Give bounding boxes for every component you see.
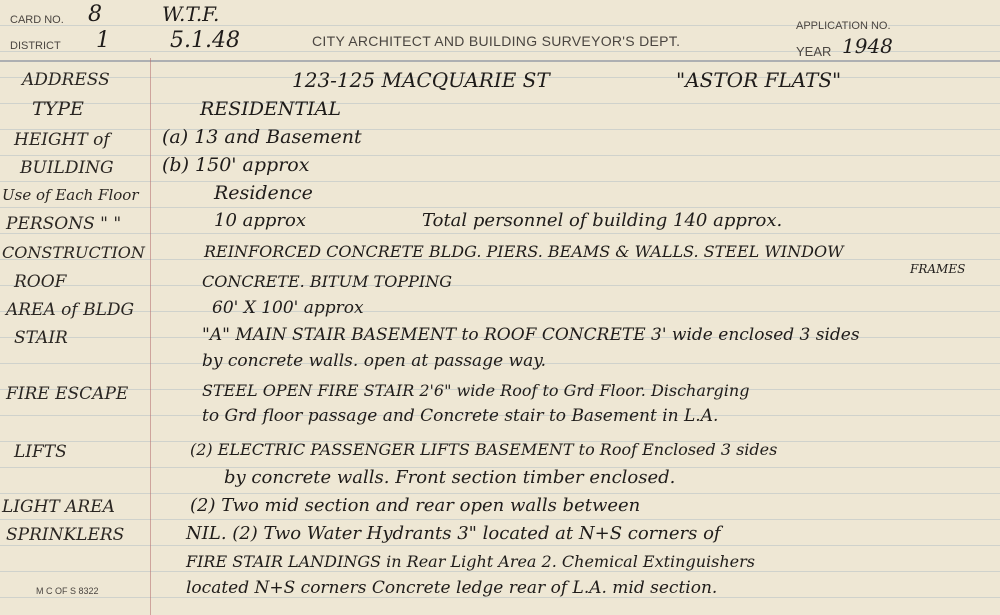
light-area-value: (2) Two mid section and rear open walls between bbox=[190, 495, 641, 516]
type-label: TYPE bbox=[32, 98, 84, 120]
area-value: 60' X 100' approx bbox=[212, 298, 364, 318]
stair-label: STAIR bbox=[14, 328, 68, 348]
lifts-value-2: by concrete walls. Front section timber enclosed. bbox=[224, 467, 676, 488]
height-label: HEIGHT of bbox=[14, 130, 110, 150]
area-label: AREA of BLDG bbox=[6, 300, 135, 320]
card-no-value: 8 bbox=[88, 2, 102, 27]
roof-label: ROOF bbox=[14, 272, 67, 292]
construction-value-2: FRAMES bbox=[910, 262, 966, 276]
height-a-value: (a) 13 and Basement bbox=[162, 126, 362, 148]
fire-value-2: to Grd floor passage and Concrete stair to Basement in L.A. bbox=[202, 406, 719, 426]
address-value: 123-125 MACQUARIE ST bbox=[292, 68, 550, 92]
address-name: "ASTOR FLATS" bbox=[676, 68, 842, 92]
stair-value-1: "A" MAIN STAIR BASEMENT to ROOF CONCRETE 3' wide enclosed 3 sides bbox=[202, 325, 860, 345]
roof-value: CONCRETE. BITUM TOPPING bbox=[202, 272, 452, 291]
construction-label: CONSTRUCTION bbox=[2, 243, 145, 262]
district-value: 1 bbox=[96, 28, 110, 53]
form-code: M C OF S 8322 bbox=[36, 586, 99, 596]
sprinklers-value-2: FIRE STAIR LANDINGS in Rear Light Area 2. Chemical Extinguishers bbox=[186, 552, 755, 571]
sprinklers-value-1: NIL. (2) Two Water Hydrants 3" located at N+S corners of bbox=[186, 523, 721, 544]
card-no-label: CARD NO. bbox=[10, 14, 64, 26]
lifts-value-1: (2) ELECTRIC PASSENGER LIFTS BASEMENT to Roof Enclosed 3 sides bbox=[190, 440, 778, 459]
persons-label: PERSONS " " bbox=[6, 214, 122, 234]
fire-value-1: STEEL OPEN FIRE STAIR 2'6" wide Roof to Grd Floor. Discharging bbox=[202, 381, 750, 400]
year-value: 1948 bbox=[842, 34, 893, 58]
building-label: BUILDING bbox=[20, 158, 114, 178]
address-label: ADDRESS bbox=[22, 70, 110, 90]
sprinklers-value-3: located N+S corners Concrete ledge rear of L.A. mid section. bbox=[186, 578, 718, 598]
use-value: Residence bbox=[214, 182, 313, 204]
district-label: DISTRICT bbox=[10, 40, 61, 52]
light-area-label: LIGHT AREA bbox=[2, 497, 115, 517]
height-b-value: (b) 150' approx bbox=[162, 154, 310, 176]
persons-value: 10 approx bbox=[214, 210, 306, 231]
sprinklers-label: SPRINKLERS bbox=[6, 525, 125, 545]
application-label: APPLICATION NO. bbox=[796, 20, 891, 32]
year-label: YEAR bbox=[796, 44, 832, 59]
construction-value: REINFORCED CONCRETE BLDG. PIERS. BEAMS & WALLS. STEEL WINDOW bbox=[204, 242, 844, 261]
initials: W.T.F. bbox=[162, 2, 220, 26]
fire-escape-label: FIRE ESCAPE bbox=[6, 384, 129, 404]
lifts-label: LIFTS bbox=[14, 442, 67, 462]
margin-rule bbox=[150, 58, 151, 615]
stair-value-2: by concrete walls. open at passage way. bbox=[202, 351, 546, 371]
department-title: CITY ARCHITECT AND BUILDING SURVEYOR'S DEPT. bbox=[312, 33, 681, 49]
type-value: RESIDENTIAL bbox=[200, 98, 341, 120]
use-label: Use of Each Floor bbox=[2, 186, 139, 204]
card-date: 5.1.48 bbox=[170, 28, 240, 53]
persons-total-value: Total personnel of building 140 approx. bbox=[422, 210, 783, 231]
